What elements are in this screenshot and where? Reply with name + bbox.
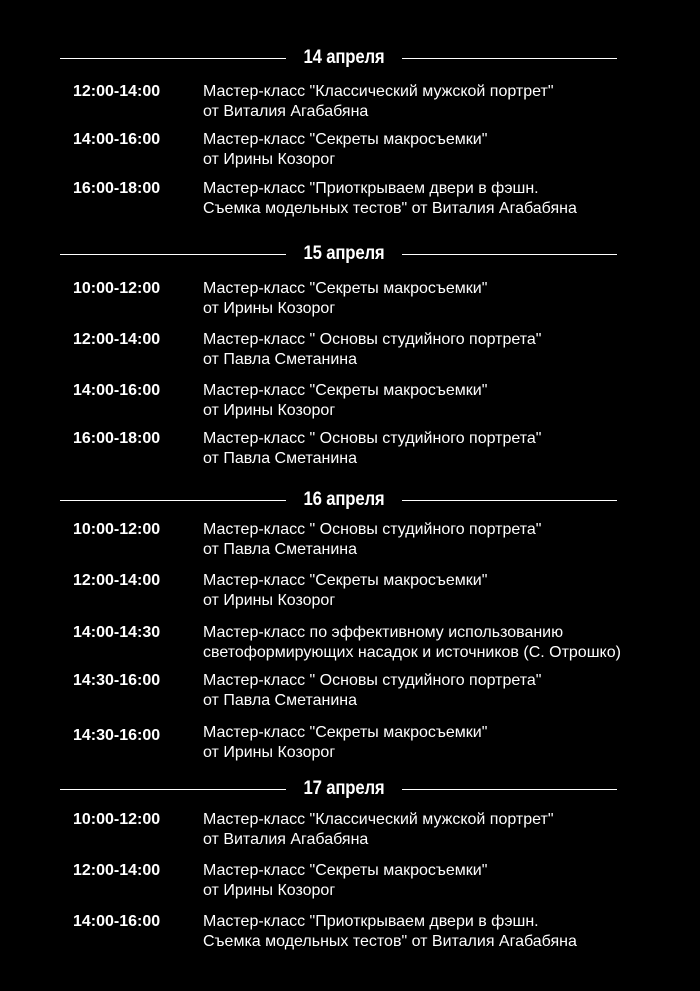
schedule-row (0, 520, 700, 562)
event-title: Мастер-класс "Классический мужской портрет" (203, 811, 554, 828)
day-header (60, 242, 617, 266)
event-description (203, 623, 621, 663)
day-title: 14 апреля (303, 47, 385, 68)
event-title: Мастер-класс "Секреты макросъемки" (203, 572, 488, 589)
event-description (203, 82, 554, 122)
event-host: от Павла Сметанина (203, 692, 358, 709)
day-title: 17 апреля (303, 778, 385, 799)
event-description (203, 671, 541, 711)
schedule-row (0, 912, 700, 954)
event-time: 10:00-12:00 (73, 280, 161, 297)
event-host: от Павла Сметанина (203, 351, 358, 368)
event-host: от Ирины Козорог (203, 300, 336, 317)
day-header (60, 777, 617, 801)
schedule-row (0, 130, 700, 172)
event-title: Мастер-класс "Классический мужской портрет" (203, 83, 554, 100)
event-host: от Павла Сметанина (203, 541, 358, 558)
event-time: 12:00-14:00 (73, 862, 161, 879)
event-time: 10:00-12:00 (73, 521, 161, 538)
event-description (203, 381, 487, 421)
event-time: 14:30-16:00 (73, 727, 161, 744)
event-time: 16:00-18:00 (73, 180, 161, 197)
event-description (203, 810, 554, 850)
event-time: 14:00-16:00 (73, 382, 161, 399)
event-description (203, 279, 487, 319)
event-title: Мастер-класс "Секреты макросъемки" (203, 382, 488, 399)
divider-line (402, 58, 617, 59)
divider-line (60, 58, 286, 59)
event-title: Мастер-класс " Основы студийного портрета" (203, 521, 542, 538)
event-description (203, 330, 541, 370)
event-title: Мастер-класс "Секреты макросъемки" (203, 862, 488, 879)
event-host: светоформирующих насадок и источников (С. Отрошко) (203, 644, 621, 661)
event-host: от Виталия Агабабяна (203, 831, 369, 848)
schedule-row (0, 861, 700, 903)
divider-line (60, 500, 286, 501)
schedule-row (0, 279, 700, 321)
event-host: от Ирины Козорог (203, 402, 336, 419)
event-time: 12:00-14:00 (73, 83, 161, 100)
event-title: Мастер-класс "Секреты макросъемки" (203, 280, 488, 297)
schedule-row (0, 179, 700, 221)
event-time: 14:00-14:30 (73, 624, 161, 641)
event-description (203, 912, 577, 952)
day-title: 16 апреля (303, 489, 385, 510)
event-description (203, 130, 487, 170)
schedule-row (0, 671, 700, 713)
event-title: Мастер-класс "Секреты макросъемки" (203, 131, 488, 148)
event-title: Мастер-класс " Основы студийного портрета" (203, 672, 542, 689)
schedule-row (0, 82, 700, 124)
schedule-row (0, 429, 700, 471)
event-title: Мастер-класс "Приоткрываем двери в фэшн. (203, 180, 539, 197)
event-host: от Павла Сметанина (203, 450, 358, 467)
day-header (60, 46, 617, 70)
event-host: от Ирины Козорог (203, 882, 336, 899)
event-title: Мастер-класс "Приоткрываем двери в фэшн. (203, 913, 539, 930)
day-title: 15 апреля (303, 243, 385, 264)
event-time: 14:30-16:00 (73, 672, 161, 689)
divider-line (402, 500, 617, 501)
event-title: Мастер-класс "Секреты макросъемки" (203, 724, 488, 741)
schedule-row (0, 571, 700, 613)
event-time: 12:00-14:00 (73, 572, 161, 589)
event-description (203, 429, 541, 469)
event-host: от Ирины Козорог (203, 592, 336, 609)
event-time: 12:00-14:00 (73, 331, 161, 348)
event-time: 16:00-18:00 (73, 430, 161, 447)
event-time: 14:00-16:00 (73, 131, 161, 148)
schedule-row (0, 810, 700, 852)
event-description (203, 723, 487, 763)
event-host: от Ирины Козорог (203, 151, 336, 168)
event-host: Съемка модельных тестов" от Виталия Агабабяна (203, 933, 577, 950)
event-description (203, 861, 487, 901)
event-description (203, 179, 577, 219)
event-description (203, 520, 541, 560)
event-title: Мастер-класс " Основы студийного портрета" (203, 331, 542, 348)
schedule-row (0, 723, 700, 765)
event-title: Мастер-класс по эффективному использованию (203, 624, 564, 641)
event-description (203, 571, 487, 611)
divider-line (60, 254, 286, 255)
divider-line (60, 789, 286, 790)
event-host: Съемка модельных тестов" от Виталия Агабабяна (203, 200, 577, 217)
day-header (60, 488, 617, 512)
event-host: от Виталия Агабабяна (203, 103, 369, 120)
event-title: Мастер-класс " Основы студийного портрета" (203, 430, 542, 447)
event-time: 10:00-12:00 (73, 811, 161, 828)
event-time: 14:00-16:00 (73, 913, 161, 930)
schedule-row (0, 623, 700, 665)
divider-line (402, 789, 617, 790)
schedule-row (0, 330, 700, 372)
event-host: от Ирины Козорог (203, 744, 336, 761)
schedule-row (0, 381, 700, 423)
divider-line (402, 254, 617, 255)
